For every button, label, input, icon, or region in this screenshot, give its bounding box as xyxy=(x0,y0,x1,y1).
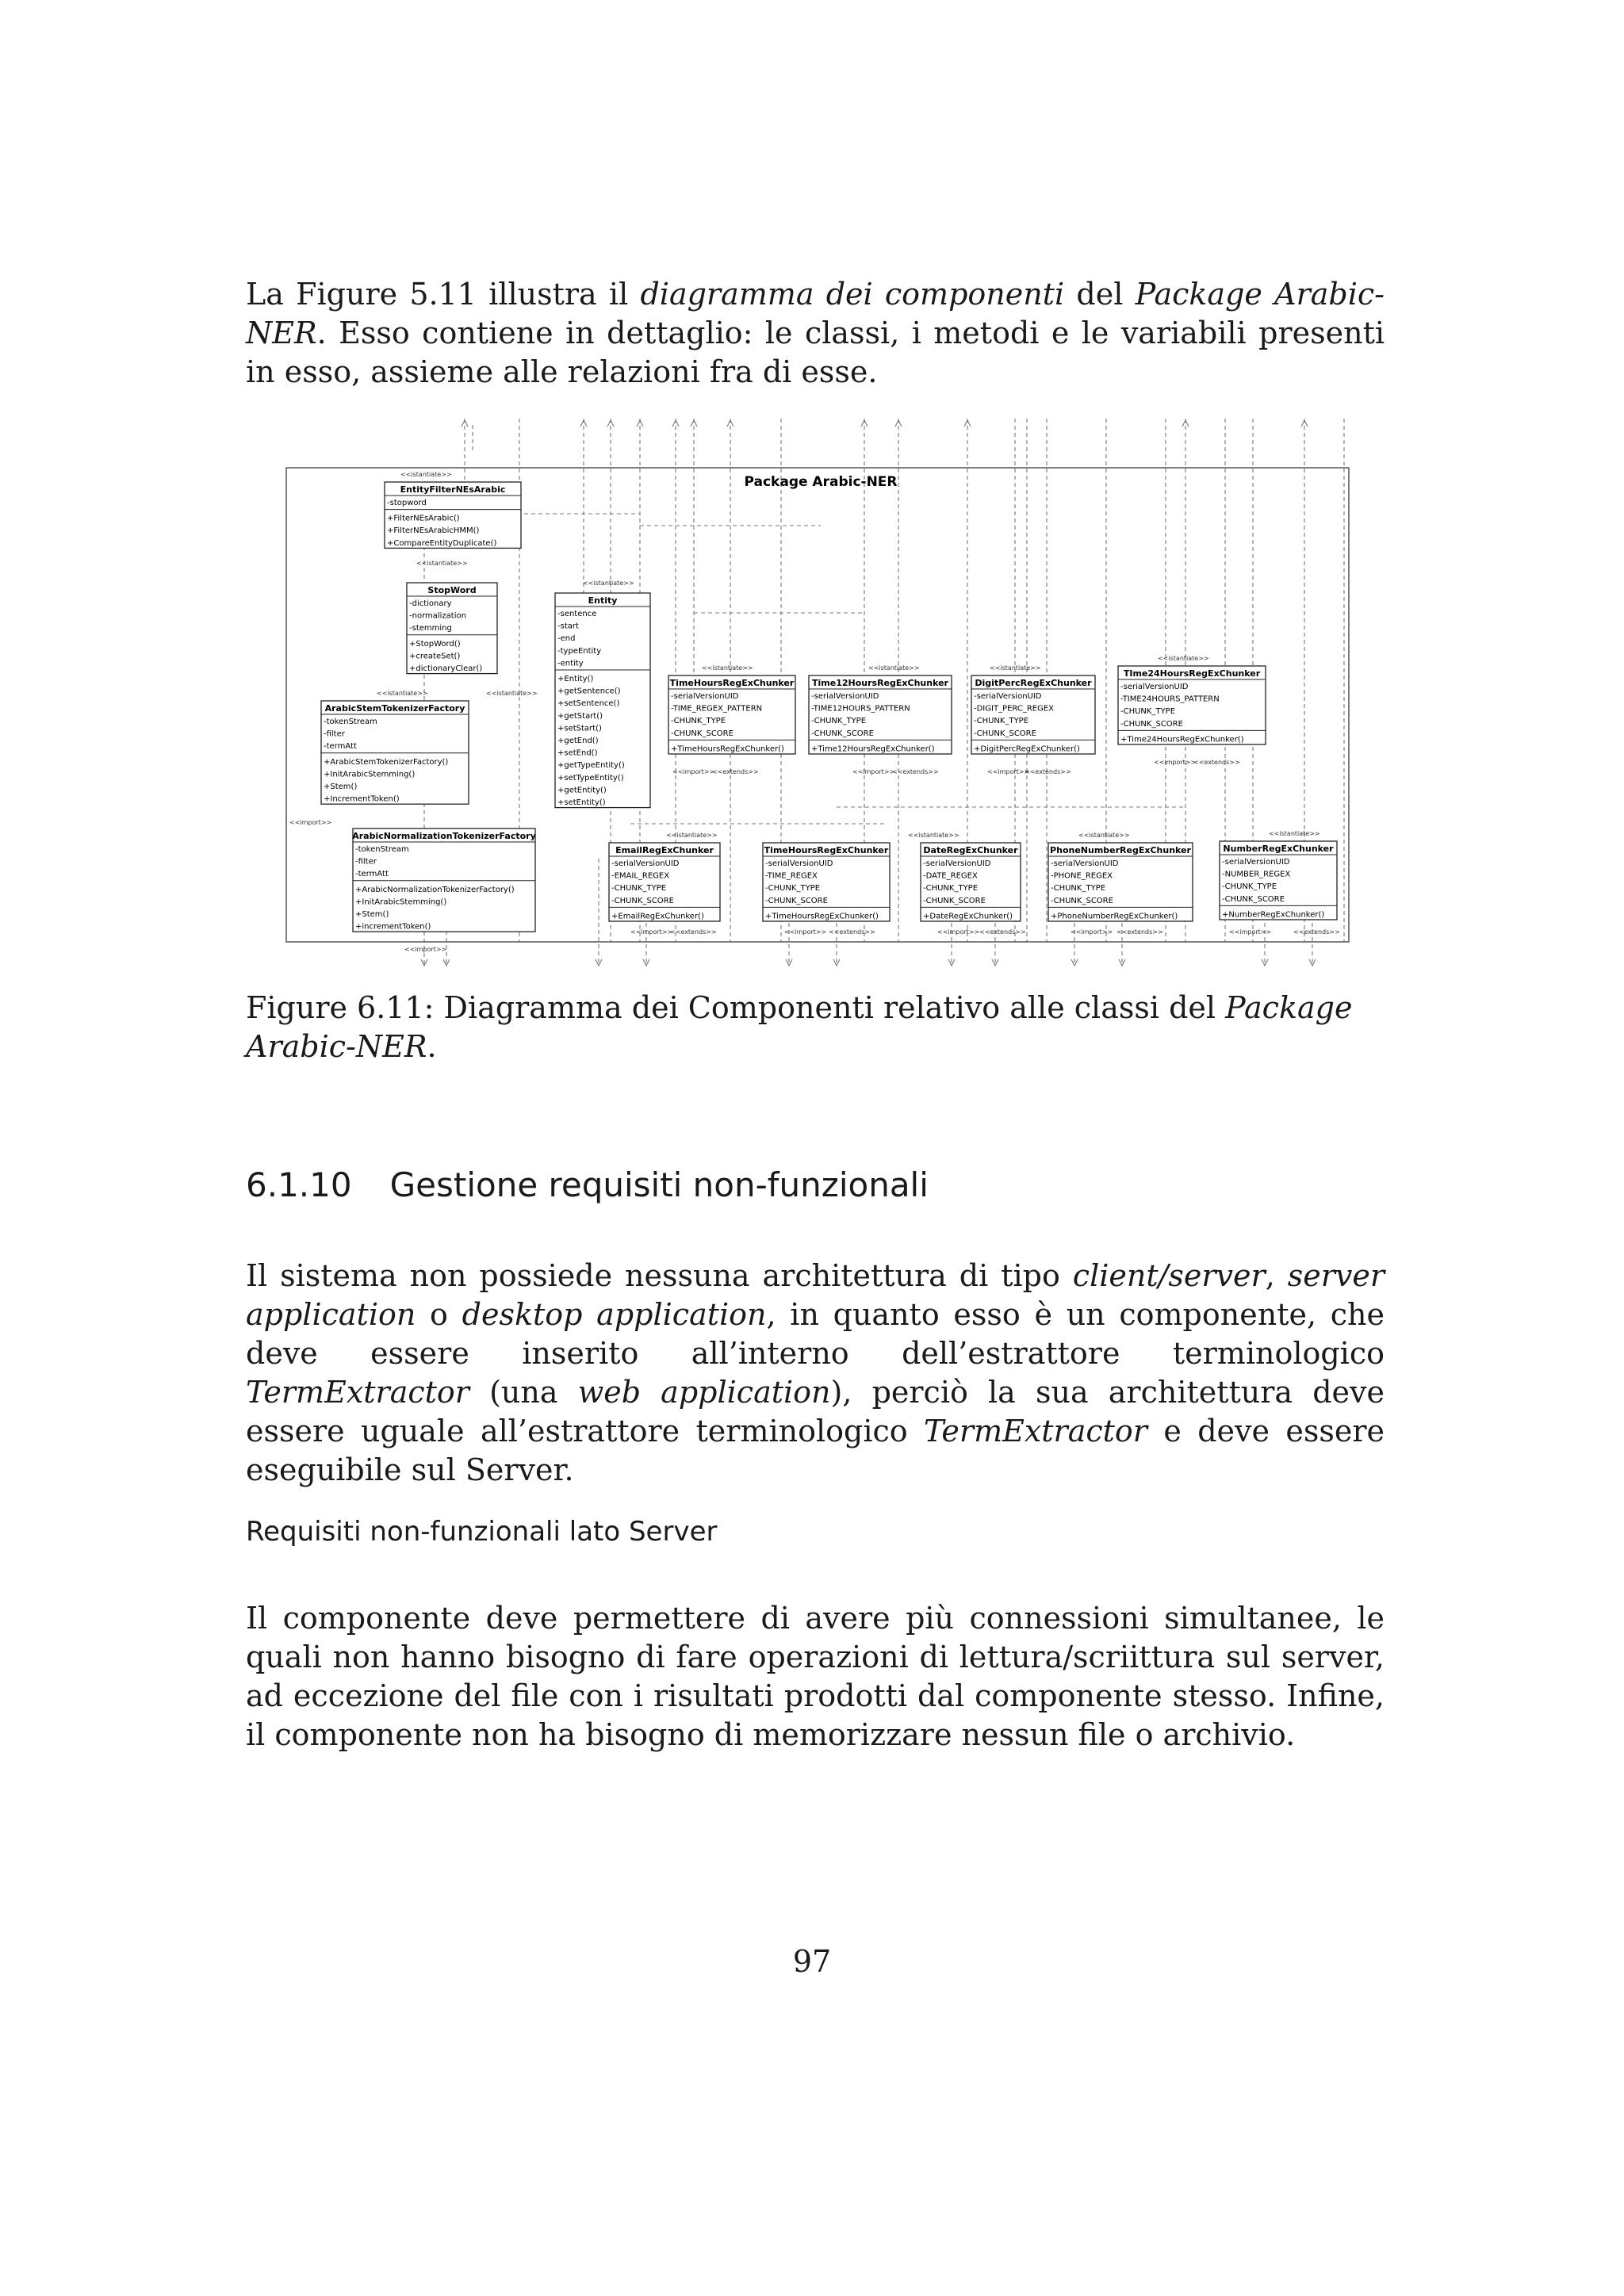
class-member: +NumberRegExChunker() xyxy=(1222,910,1325,920)
class-name: ArabicNormalizationTokenizerFactory xyxy=(352,831,536,841)
stereotype-label: <<istantiate>> xyxy=(416,560,468,567)
stereotype-label: <<istantiate>> xyxy=(400,471,452,478)
uml-class-box xyxy=(352,828,536,932)
uml-class-box xyxy=(1048,843,1193,921)
class-name: TIme24HoursRegExChunker xyxy=(1123,668,1261,679)
class-member: +Stem() xyxy=(324,783,358,791)
class-name: Time12HoursRegExChunker xyxy=(812,678,948,688)
class-member: +getTypeEntity() xyxy=(557,761,625,771)
uml-class-box xyxy=(763,843,890,921)
body1-text-f: ), perciò la sua architettura deve essere uguale all’estrattore terminologico xyxy=(246,1375,1385,1448)
caption-emphasis: Package Arabic-NER xyxy=(246,990,1353,1064)
class-boxes xyxy=(321,482,1337,932)
class-member: -TIME12HOURS_PATTERN xyxy=(811,704,910,714)
class-member: -CHUNK_SCORE xyxy=(974,729,1036,738)
stereotype-label: <<istantiate>> xyxy=(1078,832,1130,839)
class-member: +getStart() xyxy=(557,711,603,721)
class-name: TimeHoursRegExChunker xyxy=(764,845,889,855)
stereotype-label: <<extends>> xyxy=(1116,928,1163,936)
class-member: +InitArabicStemming() xyxy=(324,770,416,779)
intro-emphasis-2: Package Arabic-NER xyxy=(246,277,1385,350)
class-member: -CHUNK_TYPE xyxy=(611,884,667,894)
body1-emphasis-a: client/server xyxy=(1072,1258,1266,1293)
class-member: +CompareEntityDuplicate() xyxy=(387,538,497,548)
stereotype-label: <<import>> xyxy=(937,928,980,936)
class-member: +createSet() xyxy=(409,652,461,661)
class-member: -DIGIT_PERC_REGEX xyxy=(974,704,1055,714)
class-member: -TIME24HOURS_PATTERN xyxy=(1120,695,1220,704)
class-member: -serialVersionUID xyxy=(974,692,1042,701)
class-member: -CHUNK_TYPE xyxy=(974,717,1029,726)
arrowhead xyxy=(672,420,679,427)
body1-emphasis-d: TermExtractor xyxy=(246,1375,469,1410)
stereotype-label: <<import>> xyxy=(1071,928,1113,936)
stereotype-label: <<istantiate>> xyxy=(1269,830,1320,837)
stereotype-label: <<extends>> xyxy=(1193,759,1240,766)
stereotype-label: <<istantiate>> xyxy=(990,664,1041,672)
caption-suffix: . xyxy=(427,1029,437,1064)
body1-text-b: , xyxy=(1265,1258,1288,1293)
uml-class-box xyxy=(668,675,795,754)
class-member: +DigitPercRegExChunker() xyxy=(974,744,1080,754)
caption-text: Figure 6.11: Diagramma dei Componenti relativo alle classi del xyxy=(246,990,1226,1025)
arrowhead xyxy=(1182,420,1189,427)
section-title: Gestione requisiti non-funzionali xyxy=(389,1165,929,1204)
class-member: +FilterNEsArabic() xyxy=(387,514,460,523)
class-member: +Time12HoursRegExChunker() xyxy=(811,744,935,754)
uml-class-box xyxy=(407,583,497,674)
class-member: +ArabicNormalizationTokenizerFactory() xyxy=(355,885,515,894)
figure-caption xyxy=(246,989,1385,1066)
class-member: +getEntity() xyxy=(557,786,607,795)
class-member: +ArabicStemTokenizerFactory() xyxy=(324,757,449,767)
class-member: -stemming xyxy=(409,624,452,633)
body1-text-a: Il sistema non possiede nessuna architettura di tipo xyxy=(246,1258,1073,1293)
class-member: -termAtt xyxy=(355,870,389,879)
arrowhead xyxy=(691,420,697,427)
arrowhead xyxy=(580,420,587,427)
class-member: -CHUNK_TYPE xyxy=(765,884,821,894)
stereotype-label: <<import>> xyxy=(289,819,332,826)
arrowhead xyxy=(861,420,868,427)
class-member: +TimeHoursRegExChunker() xyxy=(765,912,879,921)
class-member: +PhoneNumberRegExChunker() xyxy=(1051,912,1178,921)
class-member: +dictionaryClear() xyxy=(409,664,483,673)
package-title: Package Arabic-NER xyxy=(744,474,898,490)
class-member: -serialVersionUID xyxy=(1120,683,1189,691)
class-name: ArabicStemTokenizerFactory xyxy=(324,703,465,714)
class-member: +InitArabicStemming() xyxy=(355,897,447,907)
class-name: Entity xyxy=(588,595,618,606)
class-member: -CHUNK_SCORE xyxy=(671,729,733,738)
intro-paragraph xyxy=(246,275,1385,392)
body1-text-d: , in quanto esso è un componente, che deve essere inserito all’interno dell’estrattore terminologico xyxy=(246,1297,1385,1371)
class-member: -serialVersionUID xyxy=(811,692,879,701)
arrowhead xyxy=(895,420,902,427)
stereotype-label: <<extends>> xyxy=(712,768,759,775)
class-member: -stopword xyxy=(387,499,427,507)
class-member: -termAtt xyxy=(324,742,357,752)
page-number: 97 xyxy=(792,1944,832,1979)
stereotype-label: <<istantiate>> xyxy=(868,664,920,672)
subsection-heading: Requisiti non-funzionali lato Server xyxy=(246,1516,718,1548)
stereotype-label: <<import>> xyxy=(784,928,827,936)
class-member: +setTypeEntity() xyxy=(557,773,624,783)
class-member: +getEnd() xyxy=(557,737,599,745)
class-member: +Time24HoursRegExChunker() xyxy=(1120,735,1244,744)
stereotype-label: <<istantiate>> xyxy=(666,832,718,839)
class-name: NumberRegExChunker xyxy=(1223,844,1334,854)
body1-text-e: (una xyxy=(469,1375,578,1410)
intro-text-2: del xyxy=(1064,277,1136,312)
body1-emphasis-e: web application xyxy=(577,1375,831,1410)
arrowhead xyxy=(964,420,971,427)
class-member: -entity xyxy=(557,659,584,668)
class-member: +IncrementToken() xyxy=(324,794,400,804)
stereotype-label: <<import>> xyxy=(630,928,673,936)
class-member: +StopWord() xyxy=(409,639,461,649)
class-member: -CHUNK_TYPE xyxy=(671,717,726,726)
class-member: -sentence xyxy=(557,610,597,618)
stereotype-label: <<import>> xyxy=(1229,928,1272,936)
class-member: -CHUNK_SCORE xyxy=(611,896,674,905)
class-member: -start xyxy=(557,622,579,631)
stereotype-label: <<import>> xyxy=(987,768,1030,775)
body1-text-g: e deve essere eseguibile sul Server. xyxy=(246,1414,1385,1487)
body1-emphasis-b: server application xyxy=(246,1258,1385,1332)
class-member: -TIME_REGEX_PATTERN xyxy=(671,704,763,714)
stereotype-label: <<istantiate>> xyxy=(486,690,538,697)
class-name: EntityFilterNEsArabic xyxy=(400,484,506,495)
class-member: -end xyxy=(557,634,576,644)
uml-class-box xyxy=(555,593,650,808)
section-heading xyxy=(246,1165,929,1204)
class-member: -normalization xyxy=(409,611,466,621)
class-member: +TimeHoursRegExChunker() xyxy=(671,744,784,754)
stereotype-label: <<istantiate>> xyxy=(1158,655,1209,662)
stereotype-label: <<extends>> xyxy=(670,928,717,936)
class-member: +setSentence() xyxy=(557,699,620,709)
component-diagram-figure xyxy=(282,419,1360,974)
arrowhead xyxy=(637,420,643,427)
stereotype-label: <<import>> xyxy=(1154,759,1197,766)
class-member: -DATE_REGEX xyxy=(923,871,978,881)
class-member: -CHUNK_SCORE xyxy=(811,729,874,738)
arrowhead xyxy=(462,420,468,427)
stereotype-label: <<import>> xyxy=(672,768,715,775)
class-member: -serialVersionUID xyxy=(671,692,739,701)
uml-class-box xyxy=(385,482,521,548)
arrowhead xyxy=(607,420,614,427)
class-member: -typeEntity xyxy=(557,646,602,656)
uml-class-box xyxy=(1118,666,1266,744)
class-member: +setEnd() xyxy=(557,748,598,758)
class-name: DateRegExChunker xyxy=(923,845,1018,855)
class-member: +EmailRegExChunker() xyxy=(611,912,704,921)
uml-class-box xyxy=(921,843,1021,921)
intro-text-1: La Figure 5.11 illustra il xyxy=(246,277,641,312)
stereotype-label: <<import>> xyxy=(852,768,895,775)
arrowhead xyxy=(1301,420,1308,427)
class-name: TimeHoursRegExChunker xyxy=(669,678,795,688)
stereotype-label: <<extends>> xyxy=(829,928,875,936)
stereotype-label: <<extends>> xyxy=(979,928,1026,936)
class-member: -CHUNK_TYPE xyxy=(1120,707,1176,717)
class-member: -serialVersionUID xyxy=(1222,858,1290,867)
class-member: -CHUNK_SCORE xyxy=(1051,896,1113,905)
class-member: -tokenStream xyxy=(324,718,377,726)
stereotype-label: <<istantiate>> xyxy=(377,690,428,697)
section-number: 6.1.10 xyxy=(246,1165,352,1204)
uml-class-box xyxy=(609,843,720,921)
class-member: -CHUNK_SCORE xyxy=(765,896,828,905)
class-member: -CHUNK_TYPE xyxy=(1051,884,1106,894)
uml-class-box xyxy=(321,701,469,804)
class-member: -serialVersionUID xyxy=(923,859,991,868)
arrowhead xyxy=(727,420,733,427)
class-name: StopWord xyxy=(427,585,477,595)
class-member: -tokenStream xyxy=(355,845,409,854)
body-paragraph-2: Il componente deve permettere di avere più connessioni simultanee, le quali non hanno bisogno di fare operazioni di lettura/scriittura sul server, ad eccezione del file con i risultati prodotti dal componente stesso. Infine, il componente non ha bisogno di memorizzare nessun file o archivio. xyxy=(246,1601,1385,1752)
stereotype-label: <<extends>> xyxy=(1293,928,1340,936)
class-member: -CHUNK_TYPE xyxy=(923,884,979,894)
intro-emphasis-1: diagramma dei componenti xyxy=(640,277,1065,312)
body-paragraph-1 xyxy=(246,1257,1385,1490)
class-member: -CHUNK_SCORE xyxy=(1222,894,1285,904)
class-member: -CHUNK_TYPE xyxy=(811,717,867,726)
class-member: -CHUNK_SCORE xyxy=(1120,719,1183,729)
class-name: DigitPercRegExChunker xyxy=(975,678,1092,688)
class-member: +Entity() xyxy=(557,675,594,683)
class-member: +setEntity() xyxy=(557,798,606,807)
class-member: -serialVersionUID xyxy=(611,859,680,868)
class-member: -PHONE_REGEX xyxy=(1051,871,1113,881)
body1-emphasis-c: desktop application xyxy=(462,1297,767,1332)
stereotype-label: <<istantiate>> xyxy=(702,664,753,672)
stereotype-label: <<istantiate>> xyxy=(908,832,959,839)
class-member: -TIME_REGEX xyxy=(765,871,818,881)
class-name: PhoneNumberRegExChunker xyxy=(1050,845,1191,855)
class-member: +setStart() xyxy=(557,724,602,733)
class-member: -filter xyxy=(355,857,377,867)
stereotype-label: <<import>> xyxy=(404,946,447,953)
class-member: +FilterNEsArabicHMM() xyxy=(387,526,480,536)
class-member: -dictionary xyxy=(409,599,452,608)
class-member: +DateRegExChunker() xyxy=(923,912,1013,921)
class-member: -serialVersionUID xyxy=(765,859,833,868)
class-member: -EMAIL_REGEX xyxy=(611,871,670,881)
class-name: EmailRegExChunker xyxy=(615,845,714,855)
uml-class-box xyxy=(1220,841,1337,920)
body1-text-c: o xyxy=(416,1297,462,1332)
intro-text-3: . Esso contiene in dettaglio: le classi, i metodi e le variabili presenti in esso, assieme alle relazioni fra di esse. xyxy=(246,316,1385,389)
class-member: +incrementToken() xyxy=(355,922,431,932)
class-member: -NUMBER_REGEX xyxy=(1222,870,1291,879)
body1-emphasis-f: TermExtractor xyxy=(924,1414,1147,1448)
class-member: -filter xyxy=(324,729,345,739)
stereotype-label: <<istantiate>> xyxy=(583,580,634,587)
class-member: +Stem() xyxy=(355,910,389,919)
uml-class-box xyxy=(809,675,952,754)
uml-class-box xyxy=(971,675,1095,754)
class-member: -CHUNK_SCORE xyxy=(923,896,986,905)
class-member: -CHUNK_TYPE xyxy=(1222,882,1277,892)
stereotype-label: <<extends>> xyxy=(892,768,939,775)
class-member: +getSentence() xyxy=(557,687,621,696)
class-member: -serialVersionUID xyxy=(1051,859,1119,868)
stereotype-label: <<extends>> xyxy=(1025,768,1071,775)
